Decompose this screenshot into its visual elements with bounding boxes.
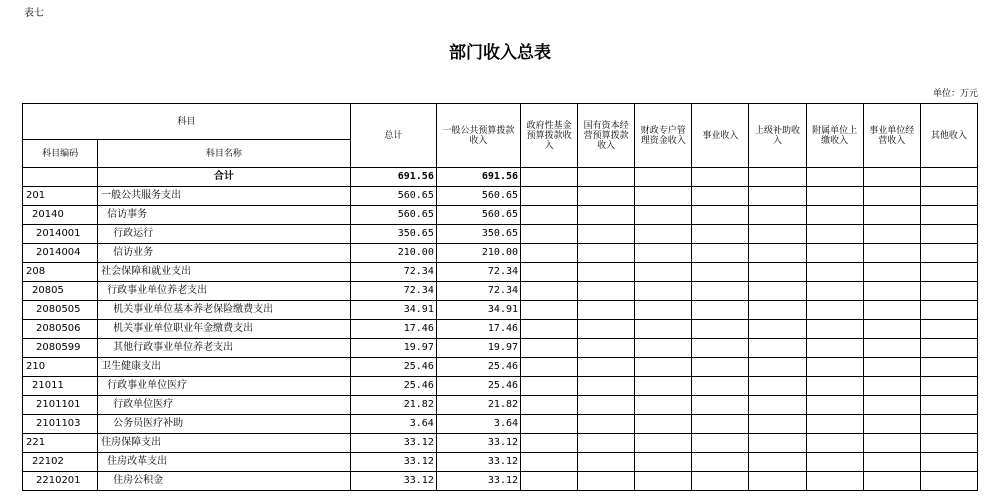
empty-cell	[578, 472, 635, 491]
row-general: 34.91	[436, 301, 520, 320]
empty-cell	[521, 244, 578, 263]
empty-cell	[749, 187, 806, 206]
empty-cell	[920, 415, 977, 434]
empty-cell	[749, 415, 806, 434]
empty-cell	[578, 263, 635, 282]
total-header: 总计	[350, 104, 436, 168]
row-general: 3.64	[436, 415, 520, 434]
empty-cell	[920, 377, 977, 396]
empty-cell	[635, 282, 692, 301]
empty-cell	[749, 263, 806, 282]
operating-income-header: 事业单位经营收入	[863, 104, 920, 168]
empty-cell	[635, 187, 692, 206]
row-name: 一般公共服务支出	[98, 187, 351, 206]
empty-cell	[806, 282, 863, 301]
row-total: 72.34	[350, 263, 436, 282]
business-income-header: 事业收入	[692, 104, 749, 168]
empty-cell	[692, 396, 749, 415]
empty-cell	[806, 396, 863, 415]
empty-cell	[920, 453, 977, 472]
table-row	[23, 187, 978, 206]
empty-cell	[635, 358, 692, 377]
empty-cell	[920, 206, 977, 225]
empty-cell	[806, 320, 863, 339]
row-code: 2101101	[23, 396, 98, 415]
empty-cell	[863, 377, 920, 396]
row-code: 2014001	[23, 225, 98, 244]
row-name: 公务员医疗补助	[98, 415, 351, 434]
general-budget-header: 一般公共预算拨款收入	[436, 104, 520, 168]
other-income-header: 其他收入	[920, 104, 977, 168]
empty-cell	[749, 339, 806, 358]
empty-cell	[920, 358, 977, 377]
row-total: 34.91	[350, 301, 436, 320]
table-row	[23, 244, 978, 263]
table-row	[23, 415, 978, 434]
row-name: 机关事业单位职业年金缴费支出	[98, 320, 351, 339]
row-general: 72.34	[436, 263, 520, 282]
empty-cell	[863, 187, 920, 206]
empty-cell	[521, 206, 578, 225]
row-general: 210.00	[436, 244, 520, 263]
empty-cell	[749, 434, 806, 453]
row-general: 17.46	[436, 320, 520, 339]
empty-cell	[749, 472, 806, 491]
table-row	[23, 206, 978, 225]
empty-cell	[749, 396, 806, 415]
row-code: 2080506	[23, 320, 98, 339]
empty-cell	[806, 263, 863, 282]
empty-cell	[920, 320, 977, 339]
row-name: 行政单位医疗	[98, 396, 351, 415]
row-general: 25.46	[436, 377, 520, 396]
row-code: 208	[23, 263, 98, 282]
empty-cell	[578, 396, 635, 415]
empty-cell	[863, 415, 920, 434]
row-total: 19.97	[350, 339, 436, 358]
row-general: 21.82	[436, 396, 520, 415]
empty-cell	[806, 301, 863, 320]
row-total: 25.46	[350, 358, 436, 377]
empty-cell	[692, 244, 749, 263]
row-total: 350.65	[350, 225, 436, 244]
empty-cell	[806, 244, 863, 263]
empty-cell	[521, 282, 578, 301]
empty-cell	[863, 453, 920, 472]
code-header: 科目编码	[23, 140, 98, 168]
row-name: 行政事业单位养老支出	[98, 282, 351, 301]
gov-fund-header: 政府性基金预算拨款收入	[521, 104, 578, 168]
empty-cell	[863, 263, 920, 282]
table-row	[23, 320, 978, 339]
empty-cell	[863, 472, 920, 491]
table-row	[23, 339, 978, 358]
empty-cell	[863, 434, 920, 453]
empty-cell	[806, 415, 863, 434]
row-general: 19.97	[436, 339, 520, 358]
empty-cell	[920, 301, 977, 320]
row-total: 25.46	[350, 377, 436, 396]
subject-header: 科目	[23, 104, 351, 140]
empty-cell	[806, 225, 863, 244]
empty-cell	[521, 415, 578, 434]
empty-cell	[521, 396, 578, 415]
empty-cell	[920, 396, 977, 415]
empty-cell	[692, 358, 749, 377]
empty-cell	[806, 453, 863, 472]
empty-cell	[521, 434, 578, 453]
row-code: 2101103	[23, 415, 98, 434]
name-header: 科目名称	[98, 140, 351, 168]
row-code: 2080505	[23, 301, 98, 320]
row-total: 560.65	[350, 187, 436, 206]
empty-cell	[692, 434, 749, 453]
empty-cell	[692, 320, 749, 339]
table-row	[23, 453, 978, 472]
table-row	[23, 396, 978, 415]
empty-cell	[521, 339, 578, 358]
empty-cell	[635, 396, 692, 415]
income-table	[22, 103, 978, 491]
empty-cell	[578, 434, 635, 453]
row-total: 21.82	[350, 396, 436, 415]
table-number: 表七	[24, 8, 44, 19]
empty-cell	[692, 187, 749, 206]
empty-cell	[692, 263, 749, 282]
empty-cell	[578, 206, 635, 225]
row-name: 机关事业单位基本养老保险缴费支出	[98, 301, 351, 320]
row-name: 卫生健康支出	[98, 358, 351, 377]
row-code: 210	[23, 358, 98, 377]
row-code: 201	[23, 187, 98, 206]
empty-cell	[920, 434, 977, 453]
empty-cell	[521, 301, 578, 320]
row-general: 33.12	[436, 472, 520, 491]
total-general-value: 691.56	[436, 168, 520, 187]
empty-cell	[521, 377, 578, 396]
row-total: 3.64	[350, 415, 436, 434]
empty-cell	[920, 244, 977, 263]
empty-cell	[521, 187, 578, 206]
empty-cell	[578, 377, 635, 396]
empty-cell	[635, 244, 692, 263]
row-general: 350.65	[436, 225, 520, 244]
row-name: 其他行政事业单位养老支出	[98, 339, 351, 358]
empty-cell	[806, 358, 863, 377]
total-value: 691.56	[350, 168, 436, 187]
empty-cell	[920, 225, 977, 244]
empty-cell	[578, 301, 635, 320]
empty-cell	[863, 244, 920, 263]
row-total: 72.34	[350, 282, 436, 301]
empty-cell	[578, 187, 635, 206]
empty-cell	[635, 377, 692, 396]
row-total: 560.65	[350, 206, 436, 225]
empty-cell	[692, 206, 749, 225]
empty-cell	[749, 244, 806, 263]
empty-cell	[578, 453, 635, 472]
empty-cell	[692, 415, 749, 434]
affiliated-header: 附属单位上缴收入	[806, 104, 863, 168]
row-total: 33.12	[350, 434, 436, 453]
empty-cell	[635, 320, 692, 339]
row-name: 住房公积金	[98, 472, 351, 491]
empty-cell	[635, 225, 692, 244]
empty-cell	[635, 301, 692, 320]
empty-cell	[578, 358, 635, 377]
table-row	[23, 301, 978, 320]
empty-cell	[635, 434, 692, 453]
row-name: 信访业务	[98, 244, 351, 263]
row-name: 社会保障和就业支出	[98, 263, 351, 282]
empty-cell	[806, 377, 863, 396]
empty-cell	[749, 301, 806, 320]
empty-cell	[863, 282, 920, 301]
row-general: 72.34	[436, 282, 520, 301]
superior-subsidy-header: 上级补助收入	[749, 104, 806, 168]
row-code: 20805	[23, 282, 98, 301]
row-code: 20140	[23, 206, 98, 225]
empty-cell	[692, 453, 749, 472]
empty-cell	[578, 244, 635, 263]
empty-cell	[635, 472, 692, 491]
empty-cell	[692, 282, 749, 301]
empty-cell	[521, 358, 578, 377]
empty-cell	[692, 225, 749, 244]
empty-cell	[920, 472, 977, 491]
empty-cell	[635, 415, 692, 434]
row-total: 210.00	[350, 244, 436, 263]
row-name: 行政运行	[98, 225, 351, 244]
row-code: 22102	[23, 453, 98, 472]
empty-cell	[521, 320, 578, 339]
empty-cell	[863, 320, 920, 339]
empty-cell	[749, 225, 806, 244]
empty-cell	[863, 396, 920, 415]
total-label: 合计	[98, 168, 351, 187]
empty-cell	[806, 206, 863, 225]
table-row	[23, 472, 978, 491]
empty-cell	[863, 225, 920, 244]
row-code: 21011	[23, 377, 98, 396]
empty-cell	[749, 453, 806, 472]
empty-cell	[806, 472, 863, 491]
empty-cell	[749, 282, 806, 301]
empty-cell	[692, 301, 749, 320]
row-general: 33.12	[436, 434, 520, 453]
empty-cell	[692, 339, 749, 358]
row-name: 行政事业单位医疗	[98, 377, 351, 396]
empty-cell	[920, 339, 977, 358]
empty-cell	[521, 263, 578, 282]
empty-cell	[578, 415, 635, 434]
empty-cell	[806, 187, 863, 206]
special-account-header: 财政专户管理资金收入	[635, 104, 692, 168]
empty-cell	[863, 206, 920, 225]
row-total: 33.12	[350, 453, 436, 472]
table-row	[23, 434, 978, 453]
row-general: 560.65	[436, 187, 520, 206]
row-name: 住房改革支出	[98, 453, 351, 472]
row-total: 33.12	[350, 472, 436, 491]
empty-cell	[635, 263, 692, 282]
state-capital-header: 国有资本经营预算拨款收入	[578, 104, 635, 168]
empty-cell	[749, 377, 806, 396]
empty-cell	[692, 377, 749, 396]
row-name: 住房保障支出	[98, 434, 351, 453]
empty-cell	[521, 225, 578, 244]
row-code: 2014004	[23, 244, 98, 263]
table-row	[23, 225, 978, 244]
row-code: 2080599	[23, 339, 98, 358]
row-code: 221	[23, 434, 98, 453]
empty-cell	[749, 320, 806, 339]
table-row	[23, 282, 978, 301]
empty-cell	[863, 339, 920, 358]
empty-cell	[749, 206, 806, 225]
empty-cell	[578, 339, 635, 358]
table-row	[23, 263, 978, 282]
empty-cell	[635, 453, 692, 472]
total-row	[23, 168, 978, 187]
row-general: 33.12	[436, 453, 520, 472]
row-total: 17.46	[350, 320, 436, 339]
empty-cell	[578, 282, 635, 301]
empty-cell	[920, 187, 977, 206]
empty-cell	[635, 339, 692, 358]
empty-cell	[863, 301, 920, 320]
table-row	[23, 358, 978, 377]
row-code: 2210201	[23, 472, 98, 491]
row-general: 25.46	[436, 358, 520, 377]
unit-label: 单位：万元	[932, 89, 978, 99]
empty-cell	[920, 263, 977, 282]
empty-cell	[806, 434, 863, 453]
empty-cell	[635, 206, 692, 225]
page-title: 部门收入总表	[449, 43, 551, 63]
row-general: 560.65	[436, 206, 520, 225]
empty-cell	[863, 358, 920, 377]
empty-cell	[578, 320, 635, 339]
empty-cell	[578, 225, 635, 244]
empty-cell	[521, 453, 578, 472]
empty-cell	[749, 358, 806, 377]
empty-cell	[521, 472, 578, 491]
empty-cell	[692, 472, 749, 491]
empty-cell	[806, 339, 863, 358]
empty-cell	[920, 282, 977, 301]
table-row	[23, 377, 978, 396]
row-name: 信访事务	[98, 206, 351, 225]
